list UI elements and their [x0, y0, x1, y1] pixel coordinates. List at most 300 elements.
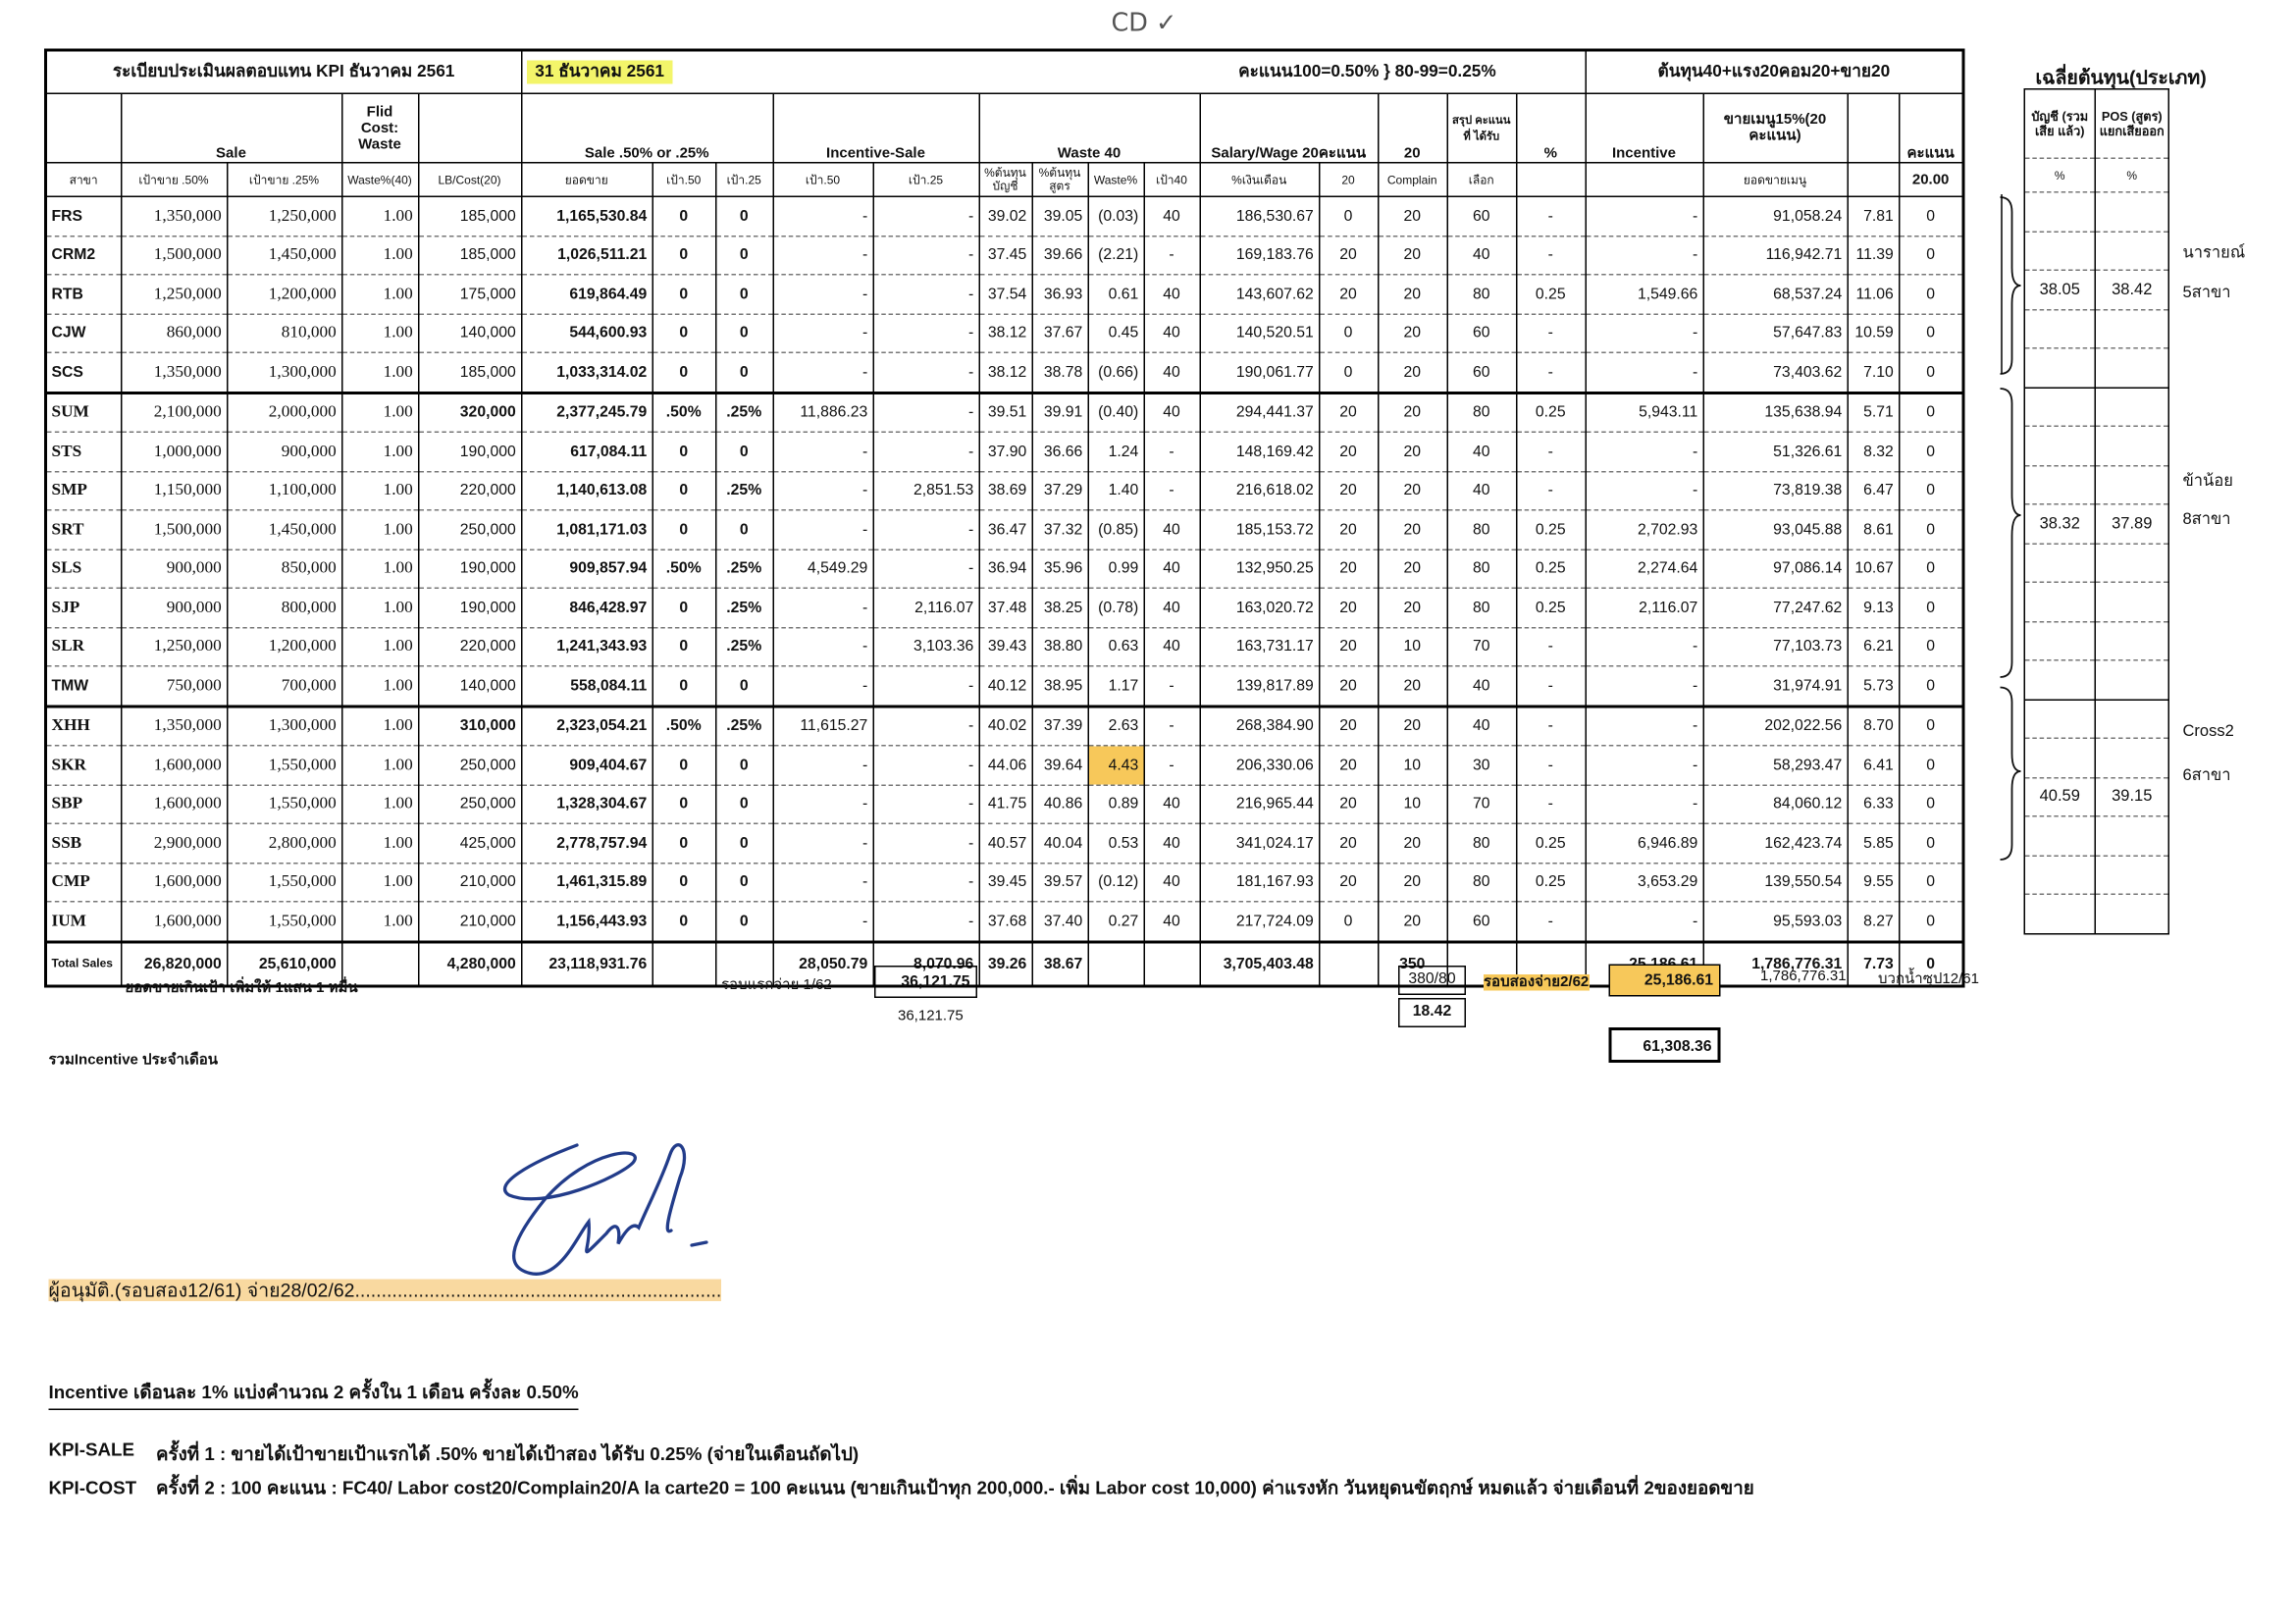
table-row [46, 471, 1964, 510]
pct-header: % [1516, 93, 1586, 163]
cell-lb: 190,000 [418, 550, 521, 589]
side-row [2024, 816, 2168, 856]
side-body [2024, 192, 2168, 933]
side-braces [1999, 194, 2028, 901]
cell-p25: 0 [715, 785, 773, 824]
cell-i50: - [773, 196, 873, 236]
cell-sel: 40 [1447, 471, 1517, 510]
cell-inc: - [1586, 196, 1703, 236]
cell-pct: - [1516, 314, 1586, 353]
cell-i25: 3,103.36 [873, 627, 979, 666]
cell-lb: 210,000 [418, 902, 521, 942]
cell-sel: 80 [1447, 510, 1517, 550]
cell-s20: 20 [1319, 471, 1378, 510]
cell-sel: 30 [1447, 746, 1517, 785]
monthly-incentive-label: รวมIncentive ประจำเดือน [48, 1052, 219, 1069]
side-row [2024, 309, 2168, 348]
cell-p50: 0 [652, 902, 716, 942]
cell-acc: 37.90 [979, 432, 1032, 471]
column-caption: 20 [1319, 163, 1378, 197]
side-row [2024, 894, 2168, 933]
cell-form: 37.67 [1032, 314, 1088, 353]
cell-w40: 40 [1144, 785, 1200, 824]
cell-s20: 20 [1319, 823, 1378, 863]
cell-i50: - [773, 627, 873, 666]
cell-w: 1.00 [341, 393, 418, 433]
column-caption: เป้าขาย .25% [227, 163, 341, 197]
cell-pct: - [1516, 785, 1586, 824]
cell-sale: 909,404.67 [521, 746, 652, 785]
group-2-name: ข้าน้อย [2182, 472, 2233, 491]
cell-menu: 97,086.14 [1703, 550, 1848, 589]
cell-lb: 310,000 [418, 706, 521, 746]
cell-sel: 70 [1447, 785, 1517, 824]
kpi-sale-text: ครั้งที่ 1 : ขายได้เป้าขายเป้าแรกได้ .50% ขายได้เป้าสอง ได้รับ 0.25% (จ่ายในเดือนถัดไป) [156, 1443, 860, 1465]
cell-p25: .25% [715, 471, 773, 510]
cell-i50: 4,549.29 [773, 550, 873, 589]
cell-t1: 1,500,000 [121, 236, 227, 275]
cell-i50: - [773, 588, 873, 627]
cell-t2: 1,450,000 [227, 236, 341, 275]
cell-t1: 1,500,000 [121, 510, 227, 550]
cell-menu: 68,537.24 [1703, 275, 1848, 314]
cell-menu: 139,550.54 [1703, 863, 1848, 902]
side-cell-acc [2024, 348, 2095, 388]
cell-p25: 0 [715, 275, 773, 314]
cell-b: IUM [46, 902, 122, 942]
side-cell-pos [2095, 621, 2168, 660]
side-cell-pos [2095, 660, 2168, 700]
cell-inc: 1,549.66 [1586, 275, 1703, 314]
cell-w40: 40 [1144, 902, 1200, 942]
round2-value: 25,186.61 [1609, 965, 1721, 997]
side-table [2024, 88, 2170, 934]
round1-value-repeat: 36,121.75 [898, 1008, 964, 1024]
cell-menu: 93,045.88 [1703, 510, 1848, 550]
cell-waste: 0.45 [1088, 314, 1144, 353]
cell-comp: 350 [1378, 941, 1447, 985]
cell-w40 [1144, 941, 1200, 985]
cell-score: 0 [1899, 314, 1963, 353]
cell-s20: 0 [1319, 352, 1378, 393]
title-row [46, 50, 1964, 93]
cell-mp: 10.59 [1848, 314, 1900, 353]
cell-comp: 20 [1378, 902, 1447, 942]
cell-waste: 0.53 [1088, 823, 1144, 863]
cell-comp: 10 [1378, 785, 1447, 824]
cell-mp: 11.39 [1848, 236, 1900, 275]
cell-w: 1.00 [341, 275, 418, 314]
cell-p50: 0 [652, 471, 716, 510]
cell-acc: 39.51 [979, 393, 1032, 433]
cell-w40: 40 [1144, 627, 1200, 666]
cell-i25: - [873, 432, 979, 471]
cell-p50: .50% [652, 393, 716, 433]
side-cell-acc [2024, 621, 2095, 660]
cell-form: 38.95 [1032, 666, 1088, 707]
cell-waste: (0.40) [1088, 393, 1144, 433]
cell-w: 1.00 [341, 746, 418, 785]
cell-p50: 0 [652, 627, 716, 666]
cell-menu: 116,942.71 [1703, 236, 1848, 275]
cell-sale: 1,156,443.93 [521, 902, 652, 942]
cell-comp: 10 [1378, 627, 1447, 666]
cell-pct: 0.25 [1516, 823, 1586, 863]
cell-s20: 20 [1319, 588, 1378, 627]
cell-p50: .50% [652, 550, 716, 589]
side-caption-2: % [2095, 158, 2168, 192]
cell-lb: 140,000 [418, 666, 521, 707]
cell-acc: 38.69 [979, 471, 1032, 510]
cell-i50: - [773, 352, 873, 393]
cell-i25: - [873, 823, 979, 863]
cell-form: 39.57 [1032, 863, 1088, 902]
cell-w40: - [1144, 236, 1200, 275]
cell-menu: 77,247.62 [1703, 588, 1848, 627]
approval-line [49, 1275, 722, 1306]
cell-p25: 0 [715, 823, 773, 863]
cell-inc: - [1586, 236, 1703, 275]
cell-b: SRT [46, 510, 122, 550]
cell-pct: 0.25 [1516, 510, 1586, 550]
menu-note: บวกน้ำซุป12/61 [1878, 971, 1979, 988]
cell-salary: 148,169.42 [1200, 432, 1320, 471]
cell-t2: 800,000 [227, 588, 341, 627]
cell-waste: 1.24 [1088, 432, 1144, 471]
cell-waste [1088, 941, 1144, 985]
cell-b: RTB [46, 275, 122, 314]
cell-salary: 163,020.72 [1200, 588, 1320, 627]
cell-waste: (0.85) [1088, 510, 1144, 550]
cell-sel: 80 [1447, 275, 1517, 314]
handwritten-mark: CD ✓ [1111, 9, 1177, 38]
cell-inc: - [1586, 314, 1703, 353]
cell-salary: 139,817.89 [1200, 666, 1320, 707]
cell-sale: 846,428.97 [521, 588, 652, 627]
cell-b: FRS [46, 196, 122, 236]
score-average: 18.42 [1398, 998, 1466, 1027]
cell-waste: 0.63 [1088, 627, 1144, 666]
column-caption: Complain [1378, 163, 1447, 197]
cell-b: SLS [46, 550, 122, 589]
cell-i25: - [873, 236, 979, 275]
menu-sale-header: ขายเมนู15%(20 คะแนน) [1703, 93, 1848, 163]
cell-i25: - [873, 393, 979, 433]
cell-mp: 5.71 [1848, 393, 1900, 433]
cell-mp: 11.06 [1848, 275, 1900, 314]
column-caption: เป้าขาย .50% [121, 163, 227, 197]
cell-t1: 900,000 [121, 588, 227, 627]
cell-score: 0 [1899, 666, 1963, 707]
cell-i25: 2,116.07 [873, 588, 979, 627]
cell-score: 0 [1899, 627, 1963, 666]
cell-comp: 20 [1378, 471, 1447, 510]
cell-sel: 70 [1447, 627, 1517, 666]
cell-menu: 58,293.47 [1703, 746, 1848, 785]
cell-p25: 0 [715, 746, 773, 785]
complain-score-header: 20 [1378, 93, 1447, 163]
table-row [46, 588, 1964, 627]
cell-b: SSB [46, 823, 122, 863]
side-cell-pos [2095, 388, 2168, 427]
cell-w: 1.00 [341, 236, 418, 275]
cell-i50: - [773, 785, 873, 824]
cell-score: 0 [1899, 941, 1963, 985]
side-cell-acc: 40.59 [2024, 777, 2095, 816]
cell-t1: 26,820,000 [121, 941, 227, 985]
cell-form: 39.05 [1032, 196, 1088, 236]
cell-t2: 810,000 [227, 314, 341, 353]
cell-mp: 6.41 [1848, 746, 1900, 785]
monthly-incentive-total: 61,308.36 [1609, 1027, 1721, 1063]
cell-t2: 1,100,000 [227, 471, 341, 510]
table-row [46, 902, 1964, 942]
cell-b: SLR [46, 627, 122, 666]
cell-sale: 1,026,511.21 [521, 236, 652, 275]
cell-w40: 40 [1144, 393, 1200, 433]
cell-i25: 2,851.53 [873, 471, 979, 510]
cell-mp: 5.73 [1848, 666, 1900, 707]
cell-mp: 8.32 [1848, 432, 1900, 471]
cell-w: 1.00 [341, 823, 418, 863]
side-row [2024, 621, 2168, 660]
menu-total: 1,786,776.31 [1760, 969, 1847, 985]
cell-acc: 41.75 [979, 785, 1032, 824]
cell-i25: - [873, 196, 979, 236]
cell-w: 1.00 [341, 902, 418, 942]
cell-t1: 1,600,000 [121, 863, 227, 902]
cell-form: 37.32 [1032, 510, 1088, 550]
cell-form: 37.29 [1032, 471, 1088, 510]
cell-score: 0 [1899, 588, 1963, 627]
cell-w: 1.00 [341, 550, 418, 589]
round1-label: รอบแรกจ่าย 1/62 [721, 977, 832, 994]
cell-score: 0 [1899, 785, 1963, 824]
cell-pct: - [1516, 471, 1586, 510]
cell-acc: 37.68 [979, 902, 1032, 942]
cell-comp: 20 [1378, 863, 1447, 902]
cell-inc: - [1586, 352, 1703, 393]
table-row [46, 823, 1964, 863]
cell-p25: 0 [715, 196, 773, 236]
column-caption: เลือก [1447, 163, 1517, 197]
table-row [46, 196, 1964, 236]
cell-t2: 1,300,000 [227, 706, 341, 746]
cell-w40: - [1144, 471, 1200, 510]
cell-sale: 619,864.49 [521, 275, 652, 314]
cell-w40: 40 [1144, 863, 1200, 902]
cell-inc: - [1586, 627, 1703, 666]
column-caption: เป้า.50 [773, 163, 873, 197]
cell-sale: 2,778,757.94 [521, 823, 652, 863]
table-row [46, 352, 1964, 393]
over-target-note: ยอดขายเกินเป้า เพิ่มให้ 1แสน 1 หมื่น [125, 980, 358, 997]
cell-p50: 0 [652, 352, 716, 393]
cell-score: 0 [1899, 196, 1963, 236]
column-caption: เป้า.25 [873, 163, 979, 197]
group-1-count: 5สาขา [2182, 284, 2231, 302]
cell-waste: (0.66) [1088, 352, 1144, 393]
cell-b: SUM [46, 393, 122, 433]
cell-acc: 39.02 [979, 196, 1032, 236]
cell-waste: 0.61 [1088, 275, 1144, 314]
cell-waste: 0.99 [1088, 550, 1144, 589]
column-caption: เป้า40 [1144, 163, 1200, 197]
cell-acc: 40.57 [979, 823, 1032, 863]
cell-pct: - [1516, 352, 1586, 393]
column-caption: 20.00 [1899, 163, 1963, 197]
side-cell-pos: 39.15 [2095, 777, 2168, 816]
cell-salary: 186,530.67 [1200, 196, 1320, 236]
cell-acc: 37.48 [979, 588, 1032, 627]
cell-i50: - [773, 823, 873, 863]
cell-w: 1.00 [341, 706, 418, 746]
cell-t1: 1,350,000 [121, 196, 227, 236]
side-row [2024, 660, 2168, 700]
side-row [2024, 700, 2168, 739]
cell-i50: - [773, 236, 873, 275]
score-rule: คะแนน100=0.50% } 80-99=0.25% [773, 50, 1586, 93]
group-3-count: 6สาขา [2182, 766, 2231, 785]
cell-pct: 0.25 [1516, 550, 1586, 589]
cell-w: 1.00 [341, 588, 418, 627]
cell-comp: 20 [1378, 550, 1447, 589]
cell-waste: 2.63 [1088, 706, 1144, 746]
side-cell-pos [2095, 894, 2168, 933]
cell-menu: 31,974.91 [1703, 666, 1848, 707]
cell-waste: 4.43 [1088, 746, 1144, 785]
cell-b: CMP [46, 863, 122, 902]
cell-form: 37.39 [1032, 706, 1088, 746]
cell-w40: 40 [1144, 196, 1200, 236]
cell-i50: - [773, 471, 873, 510]
cell-form: 38.80 [1032, 627, 1088, 666]
table-row [46, 510, 1964, 550]
side-cell-acc [2024, 856, 2095, 895]
cell-salary: 3,705,403.48 [1200, 941, 1320, 985]
cell-mp: 7.81 [1848, 196, 1900, 236]
cell-sale: 1,328,304.67 [521, 785, 652, 824]
cell-pct: - [1516, 627, 1586, 666]
cell-i50: 28,050.79 [773, 941, 873, 985]
side-row [2024, 348, 2168, 388]
cell-pct: - [1516, 432, 1586, 471]
cell-t2: 2,000,000 [227, 393, 341, 433]
cell-salary: 163,731.17 [1200, 627, 1320, 666]
cell-t2: 25,610,000 [227, 941, 341, 985]
report-title: ระเบียบประเมินผลตอบแทน KPI ธันวาคม 2561 [46, 50, 522, 93]
cell-i50: - [773, 275, 873, 314]
cell-menu: 77,103.73 [1703, 627, 1848, 666]
cell-pct: 0.25 [1516, 393, 1586, 433]
cell-mp: 8.70 [1848, 706, 1900, 746]
cell-pct: - [1516, 236, 1586, 275]
cell-sale: 1,165,530.84 [521, 196, 652, 236]
side-row [2024, 270, 2168, 309]
cell-p50: 0 [652, 785, 716, 824]
cell-lb: 140,000 [418, 314, 521, 353]
cell-sel: 80 [1447, 823, 1517, 863]
cell-comp: 20 [1378, 314, 1447, 353]
cell-mp: 8.27 [1848, 902, 1900, 942]
cell-lb: 185,000 [418, 236, 521, 275]
cell-sale: 617,084.11 [521, 432, 652, 471]
cell-comp: 20 [1378, 510, 1447, 550]
cell-i25: - [873, 510, 979, 550]
cell-b: STS [46, 432, 122, 471]
side-row [2024, 504, 2168, 544]
cell-p50: 0 [652, 588, 716, 627]
cell-i25: - [873, 706, 979, 746]
cell-t1: 1,250,000 [121, 275, 227, 314]
cell-inc: 5,943.11 [1586, 393, 1703, 433]
cell-acc: 38.12 [979, 352, 1032, 393]
cell-t1: 2,900,000 [121, 823, 227, 863]
round2-label-text: รอบสองจ่าย2/62 [1484, 974, 1590, 991]
cell-lb: 250,000 [418, 746, 521, 785]
cell-score: 0 [1899, 550, 1963, 589]
cell-sel: 80 [1447, 393, 1517, 433]
cell-b: SBP [46, 785, 122, 824]
cell-w40: 40 [1144, 352, 1200, 393]
side-cell-acc [2024, 582, 2095, 621]
cell-s20: 20 [1319, 785, 1378, 824]
cell-inc: - [1586, 471, 1703, 510]
kpi-cost-label: KPI-COST [48, 1478, 137, 1498]
cell-t2: 900,000 [227, 432, 341, 471]
cell-pct: - [1516, 902, 1586, 942]
cell-form: 38.78 [1032, 352, 1088, 393]
cell-lb: 190,000 [418, 432, 521, 471]
cell-acc: 36.94 [979, 550, 1032, 589]
cell-salary: 140,520.51 [1200, 314, 1320, 353]
cell-acc: 39.26 [979, 941, 1032, 985]
cell-salary: 206,330.06 [1200, 746, 1320, 785]
cell-p25: .25% [715, 393, 773, 433]
cell-t2: 1,550,000 [227, 746, 341, 785]
side-cell-pos [2095, 192, 2168, 232]
cell-p25: .25% [715, 588, 773, 627]
kpi-sale-label: KPI-SALE [48, 1440, 135, 1460]
cell-w: 1.00 [341, 432, 418, 471]
cell-w40: 40 [1144, 314, 1200, 353]
cell-w: 1.00 [341, 352, 418, 393]
cell-acc: 37.54 [979, 275, 1032, 314]
cell-p50: 0 [652, 823, 716, 863]
cell-w: 1.00 [341, 510, 418, 550]
cell-mp: 10.67 [1848, 550, 1900, 589]
cell-p50: 0 [652, 236, 716, 275]
cell-sale: 2,323,054.21 [521, 706, 652, 746]
column-caption: LB/Cost(20) [418, 163, 521, 197]
round1-value: 36,121.75 [874, 966, 977, 998]
cell-mp: 5.85 [1848, 823, 1900, 863]
cell-p50: 0 [652, 432, 716, 471]
summary-header: สรุป คะแนนที่ ได้รับ [1447, 93, 1517, 163]
cell-sale: 1,140,613.08 [521, 471, 652, 510]
side-row [2024, 192, 2168, 232]
table-row [46, 432, 1964, 471]
side-cell-acc [2024, 894, 2095, 933]
cell-sel: 60 [1447, 314, 1517, 353]
side-cell-acc [2024, 816, 2095, 856]
cell-p25: 0 [715, 510, 773, 550]
column-caption [1848, 163, 1900, 197]
cell-inc: - [1586, 746, 1703, 785]
cell-t1: 900,000 [121, 550, 227, 589]
round2-label [1475, 969, 1597, 997]
cell-inc: - [1586, 902, 1703, 942]
